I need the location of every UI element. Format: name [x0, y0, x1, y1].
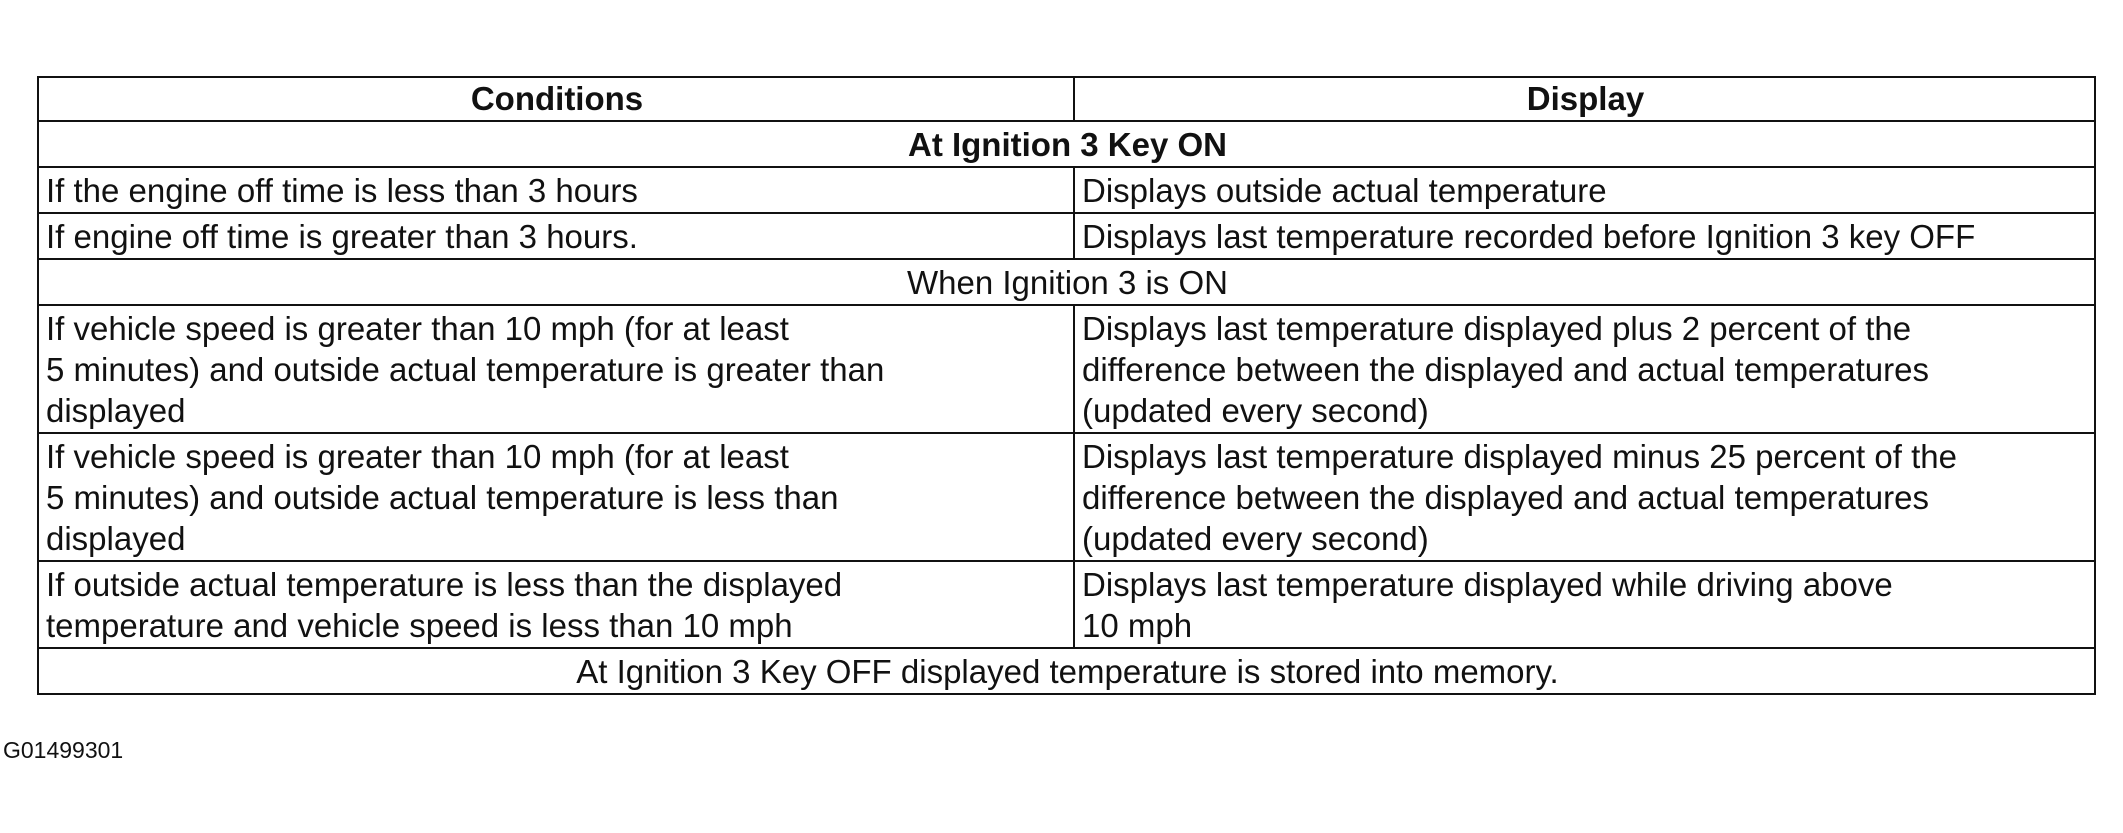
section-row: [38, 259, 2095, 305]
cell-line: If engine off time is greater than 3 hours.: [46, 218, 638, 255]
cell-line: Displays last temperature displayed minus 25 percent of the: [1082, 438, 1957, 475]
cell-line: temperature and vehicle speed is less than 10 mph: [46, 607, 793, 644]
temperature-display-table: [37, 76, 2096, 695]
cell-line: Displays last temperature displayed while driving above: [1082, 566, 1893, 603]
section-row: [38, 121, 2095, 167]
section-ignition-on: When Ignition 3 is ON: [38, 259, 2095, 305]
cell-line: Displays last temperature displayed plus 2 percent of the: [1082, 310, 1912, 347]
condition-cell: [38, 305, 1074, 433]
cell-line: If outside actual temperature is less than the displayed: [46, 566, 843, 603]
cell-line: (updated every second): [1082, 392, 1429, 429]
condition-cell: [38, 433, 1074, 561]
cell-line: 5 minutes) and outside actual temperature is less than: [46, 479, 839, 516]
table-row: [38, 213, 2095, 259]
display-cell: [1074, 167, 2095, 213]
condition-cell: [38, 561, 1074, 648]
table-row: [38, 561, 2095, 648]
table-row: [38, 305, 2095, 433]
table-row: [38, 433, 2095, 561]
cell-line: Displays last temperature recorded before Ignition 3 key OFF: [1082, 218, 1976, 255]
header-row: [38, 77, 2095, 121]
header-conditions: Conditions: [38, 77, 1074, 121]
condition-cell: [38, 213, 1074, 259]
figure-code: G01499301: [3, 737, 124, 763]
table-row: [38, 167, 2095, 213]
cell-line: Displays outside actual temperature: [1082, 172, 1607, 209]
footer-row: [38, 648, 2095, 694]
footer-note: At Ignition 3 Key OFF displayed temperature is stored into memory.: [38, 648, 2095, 694]
condition-cell: [38, 167, 1074, 213]
temperature-display-table-container: [37, 76, 2094, 695]
display-cell: [1074, 433, 2095, 561]
header-display: Display: [1074, 77, 2095, 121]
cell-line: If the engine off time is less than 3 hours: [46, 172, 638, 209]
display-cell: [1074, 213, 2095, 259]
display-cell: [1074, 305, 2095, 433]
cell-line: If vehicle speed is greater than 10 mph (for at least: [46, 438, 789, 475]
cell-line: If vehicle speed is greater than 10 mph (for at least: [46, 310, 789, 347]
section-ignition-key-on: At Ignition 3 Key ON: [38, 121, 2095, 167]
cell-line: displayed: [46, 520, 186, 557]
cell-line: difference between the displayed and actual temperatures: [1082, 351, 1929, 388]
cell-line: difference between the displayed and actual temperatures: [1082, 479, 1929, 516]
cell-line: displayed: [46, 392, 186, 429]
cell-line: 10 mph: [1082, 607, 1193, 644]
display-cell: [1074, 561, 2095, 648]
cell-line: (updated every second): [1082, 520, 1429, 557]
cell-line: 5 minutes) and outside actual temperature is greater than: [46, 351, 885, 388]
